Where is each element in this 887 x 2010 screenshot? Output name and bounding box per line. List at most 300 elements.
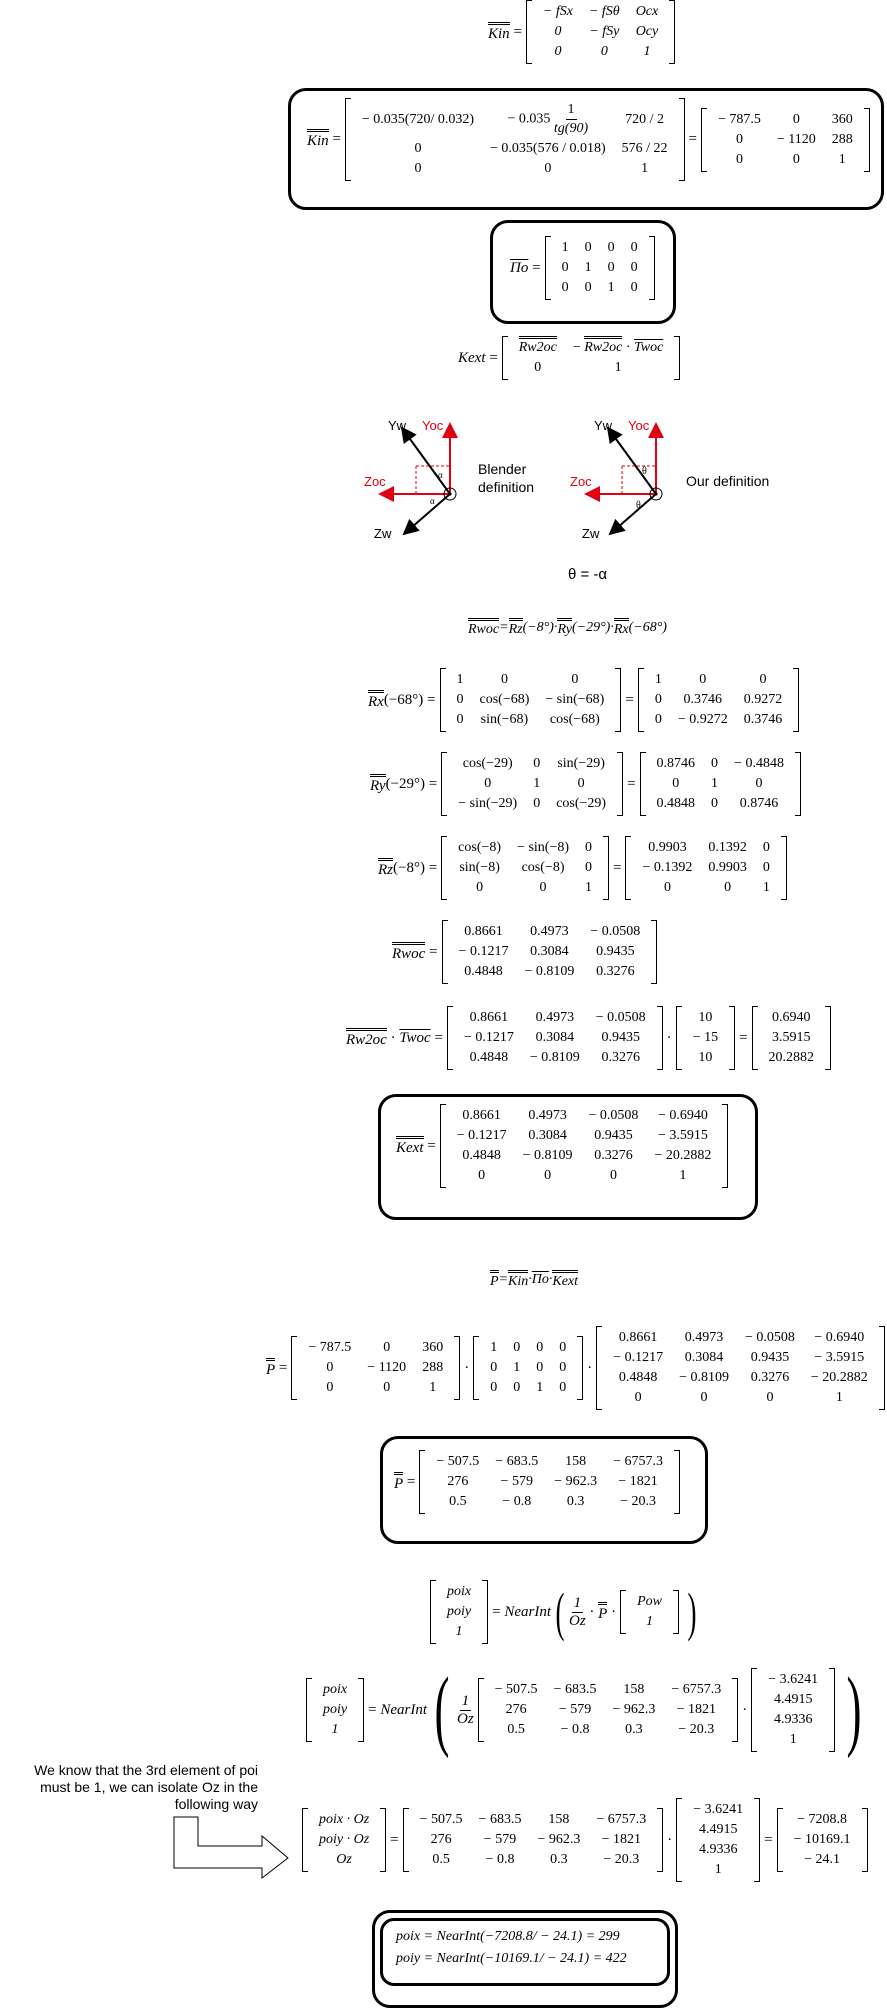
- matrix-cell: 0: [383, 1340, 391, 1355]
- matrix-cell: 0: [490, 1380, 498, 1395]
- paren-close: ): [846, 1660, 862, 1759]
- matrix-cell: 0.4973: [684, 1330, 724, 1345]
- matrix-cell: 0: [700, 1390, 708, 1405]
- matrix-cell: − fSx: [542, 4, 573, 19]
- dot: ·: [622, 340, 635, 355]
- pw-vector: [751, 1668, 835, 1752]
- matrix-cell: − 0.8109: [524, 964, 575, 979]
- matrix-cell: 0.8746: [739, 796, 779, 811]
- zw-axis: [404, 494, 450, 534]
- matrix-cell: 0.9435: [596, 944, 635, 959]
- cell: 0: [534, 360, 542, 375]
- dot: ·: [528, 1272, 532, 1287]
- axes-diagram: [360, 408, 800, 540]
- cell: − 0.035(720/ 0.032): [361, 111, 475, 127]
- p-equation: P = − 507.5 − 683.5 158 − 6757.3 276 − 579 − 962.3 − 1821 0.5 − 0.8 0.3 − 20.3: [394, 1450, 684, 1514]
- matrix-cell: cos(−8): [521, 860, 565, 875]
- yoc-label: Yoc: [628, 418, 650, 433]
- matrix-cell: 0.5: [449, 1494, 467, 1509]
- kin-result-matrix: [701, 108, 870, 172]
- rt-result-matrix: [752, 1006, 832, 1070]
- rwoc-formula: [468, 618, 667, 638]
- matrix-cell: 4.9336: [773, 1712, 813, 1727]
- matrix-cell: 1: [646, 1614, 654, 1629]
- matrix-cell: 1: [456, 672, 464, 687]
- kin-label: Kin: [307, 129, 329, 150]
- matrix-cell: 0: [559, 1380, 567, 1395]
- matrix-cell: cos(−68): [549, 712, 600, 727]
- blender-caption: Blender: [478, 461, 527, 477]
- matrix-cell: 0: [792, 151, 800, 167]
- rz-equation: Rz (−8°) = cos(−8) − sin(−8) 0 sin(−8) cos(−8) 0 0 0 1 = 0.9903 0.1392 0 − 0.1392 0.9903 0 0 0 1: [378, 836, 791, 900]
- cell: 1: [614, 360, 622, 375]
- matrix-cell: 3.5915: [772, 1030, 811, 1045]
- cell: 1: [641, 161, 649, 176]
- matrix-cell: poix: [323, 1682, 348, 1697]
- arrow-shape: [174, 1817, 288, 1878]
- rz-arg: (−8°): [522, 620, 554, 635]
- matrix-cell: cos(−29): [462, 756, 513, 771]
- matrix-cell: − 507.5: [494, 1682, 538, 1697]
- rz-label: Rz: [378, 858, 393, 879]
- matrix-cell: 0: [539, 880, 547, 895]
- matrix-cell: cos(−68): [479, 692, 530, 707]
- frac-den: Oz: [456, 1710, 474, 1727]
- cell: Rw2oc: [584, 336, 622, 355]
- matrix-cell: − sin(−8): [517, 840, 570, 855]
- matrix-cell: 1: [654, 672, 662, 687]
- yoc-label: Yoc: [422, 418, 444, 433]
- kin-matrix: [526, 0, 675, 64]
- frac-num: 1: [461, 1692, 470, 1709]
- cell: Twoc: [634, 340, 664, 355]
- matrix-cell: 1: [711, 776, 719, 791]
- matrix-cell: 1: [679, 1168, 687, 1183]
- cell: 0: [414, 161, 422, 176]
- isolate-oz-note: We know that the 3rd element of poi must be 1, we can isolate Oz in the following way: [34, 1762, 258, 1812]
- poi-vector: [306, 1678, 364, 1742]
- matrix-cell: − 1821: [601, 1832, 642, 1847]
- dot: ·: [610, 620, 614, 635]
- matrix-cell: poiy · Oz: [319, 1832, 370, 1847]
- our-axes: [570, 418, 769, 540]
- projection-formula: poix poiy 1 = NearInt ( $\frac{1}{Oz}$ · P · Pow 1 ): [426, 1580, 701, 1644]
- matrix-cell: 1: [714, 1862, 722, 1877]
- rx-label: Rx: [368, 690, 384, 711]
- matrix-cell: 0: [554, 24, 562, 39]
- frac-den: tg(90): [553, 121, 589, 136]
- matrix-cell: − sin(−29): [458, 796, 518, 811]
- matrix-cell: − 0.0508: [745, 1330, 795, 1345]
- matrix-cell: 276: [447, 1474, 469, 1489]
- matrix-cell: − fSy: [589, 24, 620, 39]
- matrix-cell: 1: [490, 1340, 498, 1355]
- matrix-cell: 0: [759, 672, 767, 687]
- matrix-cell: − 0.6940: [657, 1108, 708, 1123]
- kext-label: Kext: [552, 1270, 578, 1290]
- matrix-cell: 0.6940: [772, 1010, 811, 1025]
- matrix-cell: 0.8661: [469, 1010, 509, 1025]
- matrix-cell: 0.4848: [462, 1148, 501, 1163]
- matrix-cell: 0: [544, 1168, 552, 1183]
- note-arrow: [170, 1816, 290, 1880]
- kin-label: Kin: [488, 22, 510, 43]
- matrix-cell: 0: [607, 260, 615, 275]
- matrix-cell: 0: [584, 280, 592, 295]
- rz-result-matrix: [625, 836, 786, 900]
- p-label: P: [490, 1270, 499, 1290]
- pi0-matrix: [473, 1336, 583, 1400]
- matrix-cell: 0: [490, 1360, 498, 1375]
- matrix-cell: 0.3276: [750, 1370, 790, 1385]
- matrix-cell: 1: [835, 1390, 843, 1405]
- matrix-cell: 1: [585, 880, 593, 895]
- rx-arg: (−68°): [383, 691, 424, 708]
- matrix-cell: 0: [724, 880, 732, 895]
- matrix-cell: 0: [735, 151, 743, 167]
- matrix-cell: 1: [643, 44, 651, 59]
- matrix-cell: 0: [672, 776, 680, 791]
- pw-vector: [676, 1798, 760, 1882]
- matrix-cell: − 10169.1: [793, 1832, 851, 1847]
- matrix-cell: 0: [755, 776, 763, 791]
- cell: − 0.035(576 / 0.018): [490, 141, 606, 156]
- pi0: $\overline{\Pi o}$ = 1 0 0 0 0 1 0 0 0 0 1 0: [510, 236, 659, 300]
- matrix-cell: − 15: [692, 1030, 719, 1045]
- matrix-cell: − 683.5: [495, 1454, 539, 1469]
- ry-label: Ry: [557, 618, 572, 638]
- paren-open: (: [555, 1582, 565, 1642]
- matrix-cell: 1: [455, 1624, 463, 1639]
- matrix-cell: 0.3276: [596, 964, 635, 979]
- matrix-cell: 4.9336: [698, 1842, 738, 1857]
- yw-label: Yw: [594, 418, 613, 433]
- p-matrix: [403, 1808, 664, 1872]
- matrix-cell: 276: [430, 1832, 452, 1847]
- matrix-cell: 0.3: [625, 1722, 643, 1737]
- matrix-cell: − 0.1217: [456, 1128, 507, 1143]
- zoc-label: Zoc: [570, 474, 592, 489]
- matrix-cell: 0.1392: [708, 840, 747, 855]
- zoc-label: Zoc: [364, 474, 386, 489]
- frac-prefix: − 0.035: [507, 111, 551, 127]
- matrix-cell: 0.9903: [648, 840, 687, 855]
- matrix-cell: 0: [609, 1168, 617, 1183]
- cell: 0: [414, 141, 422, 156]
- matrix-cell: − 0.8109: [679, 1370, 729, 1385]
- equals: =: [498, 1272, 509, 1287]
- matrix-cell: 0: [513, 1340, 521, 1355]
- p-expanded-equation: P = − 787.5 0 360 0 − 1120 288 0 0 1 · 1 0 0 0 0 1 0 0 0 0 1 0 · 0.8661 0.4973 − 0.0508 − 0.6940 − 0.1217 0.3084 0.9435 − 3.5915 0.4848 − 0.8109 0.3276 − 20.2882 0 0 0 1: [266, 1326, 887, 1410]
- ry-equation: Ry (−29°) = cos(−29) 0 sin(−29) 0 1 0 − sin(−29) 0 cos(−29) = 0.8746 0 − 0.4848 0 1 0 0.4848 0 0.8746: [370, 752, 805, 816]
- matrix-cell: sin(−8): [459, 860, 500, 875]
- kin-label: Kin: [508, 1270, 528, 1290]
- matrix-cell: 1: [533, 776, 541, 791]
- matrix-cell: − 3.6241: [693, 1802, 744, 1817]
- matrix-cell: 4.4915: [773, 1692, 813, 1707]
- matrix-cell: Pow: [637, 1594, 662, 1609]
- p-matrix: [478, 1678, 739, 1742]
- cell-frac: [482, 100, 614, 139]
- matrix-cell: 0.3: [550, 1852, 568, 1867]
- matrix-cell: 0.3084: [530, 944, 569, 959]
- ry-matrix: [441, 752, 623, 816]
- twoc-label: Twoc: [399, 1029, 431, 1046]
- matrix-cell: 0.5: [507, 1722, 525, 1737]
- kext-matrix: [440, 1104, 729, 1188]
- matrix-cell: 0.3276: [594, 1148, 633, 1163]
- matrix-cell: 0: [536, 1340, 544, 1355]
- matrix-cell: 0: [762, 840, 770, 855]
- matrix-cell: − 0.1392: [642, 860, 693, 875]
- alpha-label: α: [430, 496, 435, 506]
- origin-dot: [654, 492, 657, 495]
- ry-result-matrix: [640, 752, 801, 816]
- matrix-cell: 158: [565, 1454, 587, 1469]
- isolate-equation: poix · Oz poiy · Oz Oz = − 507.5 − 683.5 158 − 6757.3 276 − 579 − 962.3 − 1821 0.5 − 0.8 0.3 − 20.3 · − 3.6241 4.4915 4.9336 1 = − 7208.8 − 10169.1 − 24.1: [298, 1798, 872, 1882]
- matrix-cell: − 683.5: [553, 1682, 597, 1697]
- matrix-cell: − 6757.3: [596, 1812, 647, 1827]
- matrix-cell: − 787.5: [308, 1340, 352, 1355]
- blender-axes: [364, 418, 534, 540]
- poi-vector: [430, 1580, 488, 1644]
- pow-vector: [620, 1590, 679, 1634]
- matrix-cell: − 0.1217: [463, 1030, 514, 1045]
- matrix-cell: Ocy: [635, 24, 659, 39]
- kin-numeric: Kin = − 0.035(720/ 0.032) − 0.035 $\frac{1}{tg(90)}$ 720 / 2 0 − 0.035(576 / 0.018) 576 / 22 0 0 1 = − 787.5 0 360 0 − 1120 288 0 0 1: [307, 98, 874, 181]
- matrix-cell: 0.4848: [656, 796, 696, 811]
- matrix-cell: − 0.8: [485, 1852, 515, 1867]
- kext-label: Kext: [458, 349, 486, 366]
- matrix-cell: − 3.5915: [657, 1128, 708, 1143]
- matrix-cell: 0: [383, 1380, 391, 1395]
- theta-label: θ: [642, 466, 647, 477]
- matrix-cell: 0.9272: [743, 692, 783, 707]
- zw-label: Zw: [374, 526, 392, 540]
- matrix-cell: 0.4848: [464, 964, 503, 979]
- matrix-cell: 0.9435: [750, 1350, 790, 1365]
- matrix-cell: 1: [789, 1732, 797, 1747]
- matrix-cell: 0.9903: [708, 860, 747, 875]
- paren-close: ): [687, 1582, 697, 1642]
- matrix-cell: sin(−68): [480, 712, 529, 727]
- matrix-cell: poix · Oz: [319, 1812, 370, 1827]
- matrix-cell: 0: [456, 692, 464, 707]
- kin-numeric-matrix: [345, 98, 685, 181]
- matrix-cell: 0: [559, 1360, 567, 1375]
- matrix-cell: 0: [500, 672, 508, 687]
- rx-arg: (−68°): [628, 620, 667, 635]
- matrix-cell: − 0.1217: [458, 944, 509, 959]
- matrix-cell: 0: [600, 44, 608, 59]
- cell: 0: [544, 161, 552, 176]
- rz-arg: (−8°): [393, 859, 425, 876]
- frac-num: 1: [566, 101, 577, 120]
- ry-arg: (−29°): [571, 620, 611, 635]
- matrix-cell: − 3.6241: [768, 1672, 819, 1687]
- matrix-cell: 0: [559, 1340, 567, 1355]
- matrix-cell: 158: [623, 1682, 645, 1697]
- matrix-cell: Oz: [336, 1852, 352, 1867]
- frac-den: Oz: [568, 1612, 586, 1629]
- rw2oc-label: Rw2oc: [346, 1028, 387, 1049]
- rz-label: Rz: [509, 618, 523, 638]
- matrix-cell: 0: [699, 672, 707, 687]
- matrix-cell: 0: [585, 860, 593, 875]
- matrix-cell: − 24.1: [804, 1852, 841, 1867]
- matrix-cell: 0: [533, 796, 541, 811]
- yw-label: Yw: [388, 418, 407, 433]
- matrix-cell: 0.8661: [464, 924, 503, 939]
- matrix-cell: − 962.3: [554, 1474, 598, 1489]
- matrix-cell: − 579: [500, 1474, 533, 1489]
- p-formula: [490, 1270, 578, 1290]
- matrix-cell: 0.4848: [469, 1050, 509, 1065]
- matrix-cell: − 7208.8: [797, 1812, 848, 1827]
- matrix-cell: 158: [548, 1812, 570, 1827]
- matrix-cell: 0: [476, 880, 484, 895]
- theta-relation: θ = -α: [568, 566, 608, 583]
- matrix-cell: 10: [698, 1050, 713, 1065]
- matrix-cell: − 683.5: [478, 1812, 522, 1827]
- p-label: P: [266, 1358, 275, 1379]
- matrix-cell: 0.3746: [743, 712, 783, 727]
- rz-matrix: [441, 836, 609, 900]
- matrix-cell: 0.4973: [528, 1108, 567, 1123]
- matrix-cell: 0: [584, 240, 592, 255]
- matrix-cell: − 20.3: [603, 1852, 640, 1867]
- matrix-cell: − 507.5: [419, 1812, 463, 1827]
- ry-arg: (−29°): [385, 775, 426, 792]
- matrix-cell: 0.3084: [684, 1350, 724, 1365]
- zw-label: Zw: [582, 526, 600, 540]
- our-caption: Our definition: [686, 473, 770, 489]
- matrix-cell: − 0.0508: [590, 924, 641, 939]
- rx-equation: Rx (−68°) = 1 0 0 0 cos(−68) − sin(−68) 0 sin(−68) cos(−68) = 1 0 0 0 0.3746 0.9272 0 − 0.9272 0.3746: [368, 668, 803, 732]
- matrix-cell: − 0.8109: [522, 1148, 573, 1163]
- frac-num: 1: [573, 1594, 582, 1611]
- matrix-cell: − 20.3: [620, 1494, 657, 1509]
- matrix-cell: 0: [561, 260, 569, 275]
- matrix-cell: 0.3084: [528, 1128, 567, 1143]
- matrix-cell: 0.3746: [683, 692, 723, 707]
- matrix-cell: 0: [456, 712, 464, 727]
- matrix-cell: 0: [630, 260, 638, 275]
- matrix-cell: 0: [571, 672, 579, 687]
- p-label: P: [598, 1602, 607, 1623]
- matrix-cell: poiy: [323, 1702, 348, 1717]
- poiy-result: poiy = NearInt(−10169.1/ − 24.1) = 422: [396, 1951, 627, 1966]
- matrix-cell: 0: [634, 1390, 642, 1405]
- nearint-label: NearInt: [504, 1603, 551, 1620]
- matrix-cell: − 1821: [676, 1702, 717, 1717]
- rwoc-label: Rwoc: [392, 942, 425, 963]
- matrix-cell: 0: [607, 240, 615, 255]
- kin-result-matrix: [291, 1336, 460, 1400]
- matrix-cell: 0: [561, 280, 569, 295]
- matrix-cell: 288: [831, 131, 853, 147]
- matrix-cell: 0.4973: [535, 1010, 575, 1025]
- matrix-cell: − 0.0508: [595, 1010, 646, 1025]
- cell: Rw2oc: [519, 336, 557, 355]
- matrix-cell: − 20.2882: [810, 1370, 868, 1385]
- poix-result: poix = NearInt(−7208.8/ − 24.1) = 299: [396, 1929, 620, 1944]
- matrix-cell: 20.2882: [768, 1050, 815, 1065]
- matrix-cell: 0.8661: [462, 1108, 501, 1123]
- matrix-cell: 1: [584, 260, 592, 275]
- matrix-cell: − 0.8109: [529, 1050, 580, 1065]
- matrix-cell: − 0.8: [502, 1494, 532, 1509]
- matrix-cell: − 0.1217: [613, 1350, 664, 1365]
- kext-formula: Kext = Rw2oc − Rw2oc · Twoc 0 1: [458, 336, 684, 380]
- matrix-cell: − 1120: [367, 1360, 407, 1375]
- matrix-cell: 0.8661: [618, 1330, 658, 1345]
- dot: ·: [548, 1272, 553, 1287]
- p-label: P: [394, 1472, 403, 1493]
- matrix-cell: Ocx: [635, 4, 659, 19]
- p-matrix: [419, 1450, 680, 1514]
- matrix-cell: 10: [698, 1010, 713, 1025]
- pi0-label: $\overline{\Pi o}$: [510, 259, 529, 276]
- pi0-label: $\overline{\Pi o}$: [531, 1272, 549, 1287]
- kext-matrix: [596, 1326, 885, 1410]
- matrix-cell: − 962.3: [612, 1702, 656, 1717]
- kext-formula-matrix: [502, 336, 681, 380]
- rwoc-matrix: [442, 920, 658, 984]
- matrix-cell: 0: [630, 280, 638, 295]
- matrix-cell: 1: [331, 1722, 339, 1737]
- matrix-cell: 0: [585, 840, 593, 855]
- matrix-cell: 0.3084: [535, 1030, 575, 1045]
- matrix-cell: − 0.4848: [734, 756, 784, 771]
- final-results: [396, 1926, 627, 1970]
- matrix-cell: 0.5: [432, 1852, 450, 1867]
- matrix-cell: 0: [326, 1380, 334, 1395]
- twoc-matrix: [676, 1006, 735, 1070]
- matrix-cell: − 579: [483, 1832, 517, 1847]
- rw2oc-matrix: [447, 1006, 663, 1070]
- matrix-cell: − 579: [558, 1702, 592, 1717]
- matrix-cell: − 1821: [618, 1474, 658, 1489]
- origin-dot: [448, 492, 451, 495]
- matrix-cell: 360: [422, 1340, 444, 1355]
- matrix-cell: 0.3276: [601, 1050, 640, 1065]
- matrix-cell: 0: [663, 880, 671, 895]
- matrix-cell: − 0.0508: [588, 1108, 639, 1123]
- matrix-cell: − 787.5: [717, 111, 761, 127]
- rx-matrix: [440, 668, 622, 732]
- matrix-cell: cos(−29): [556, 796, 607, 811]
- matrix-cell: 0: [554, 44, 562, 59]
- matrix-cell: 0: [326, 1360, 334, 1375]
- pi0-matrix: [545, 236, 655, 300]
- matrix-cell: − 3.5915: [814, 1350, 865, 1365]
- rwoc-equation: Rwoc = 0.8661 0.4973 − 0.0508 − 0.1217 0.3084 0.9435 0.4848 − 0.8109 0.3276: [392, 920, 661, 984]
- alpha-label: α: [438, 470, 443, 480]
- matrix-cell: poiy: [447, 1604, 472, 1619]
- matrix-cell: − 20.3: [678, 1722, 715, 1737]
- matrix-cell: 1: [429, 1380, 437, 1395]
- matrix-cell: 1: [536, 1380, 544, 1395]
- matrix-cell: 0: [792, 111, 800, 127]
- matrix-cell: − 6757.3: [613, 1454, 664, 1469]
- matrix-cell: − 0.9272: [677, 712, 728, 727]
- minus: −: [572, 340, 585, 355]
- kin-formula: Kin = − fSx − fSθ Ocx 0 − fSy Ocy 0 0 1: [488, 0, 679, 64]
- matrix-cell: 1: [762, 880, 770, 895]
- matrix-cell: 0: [735, 131, 743, 147]
- matrix-cell: 276: [505, 1702, 527, 1717]
